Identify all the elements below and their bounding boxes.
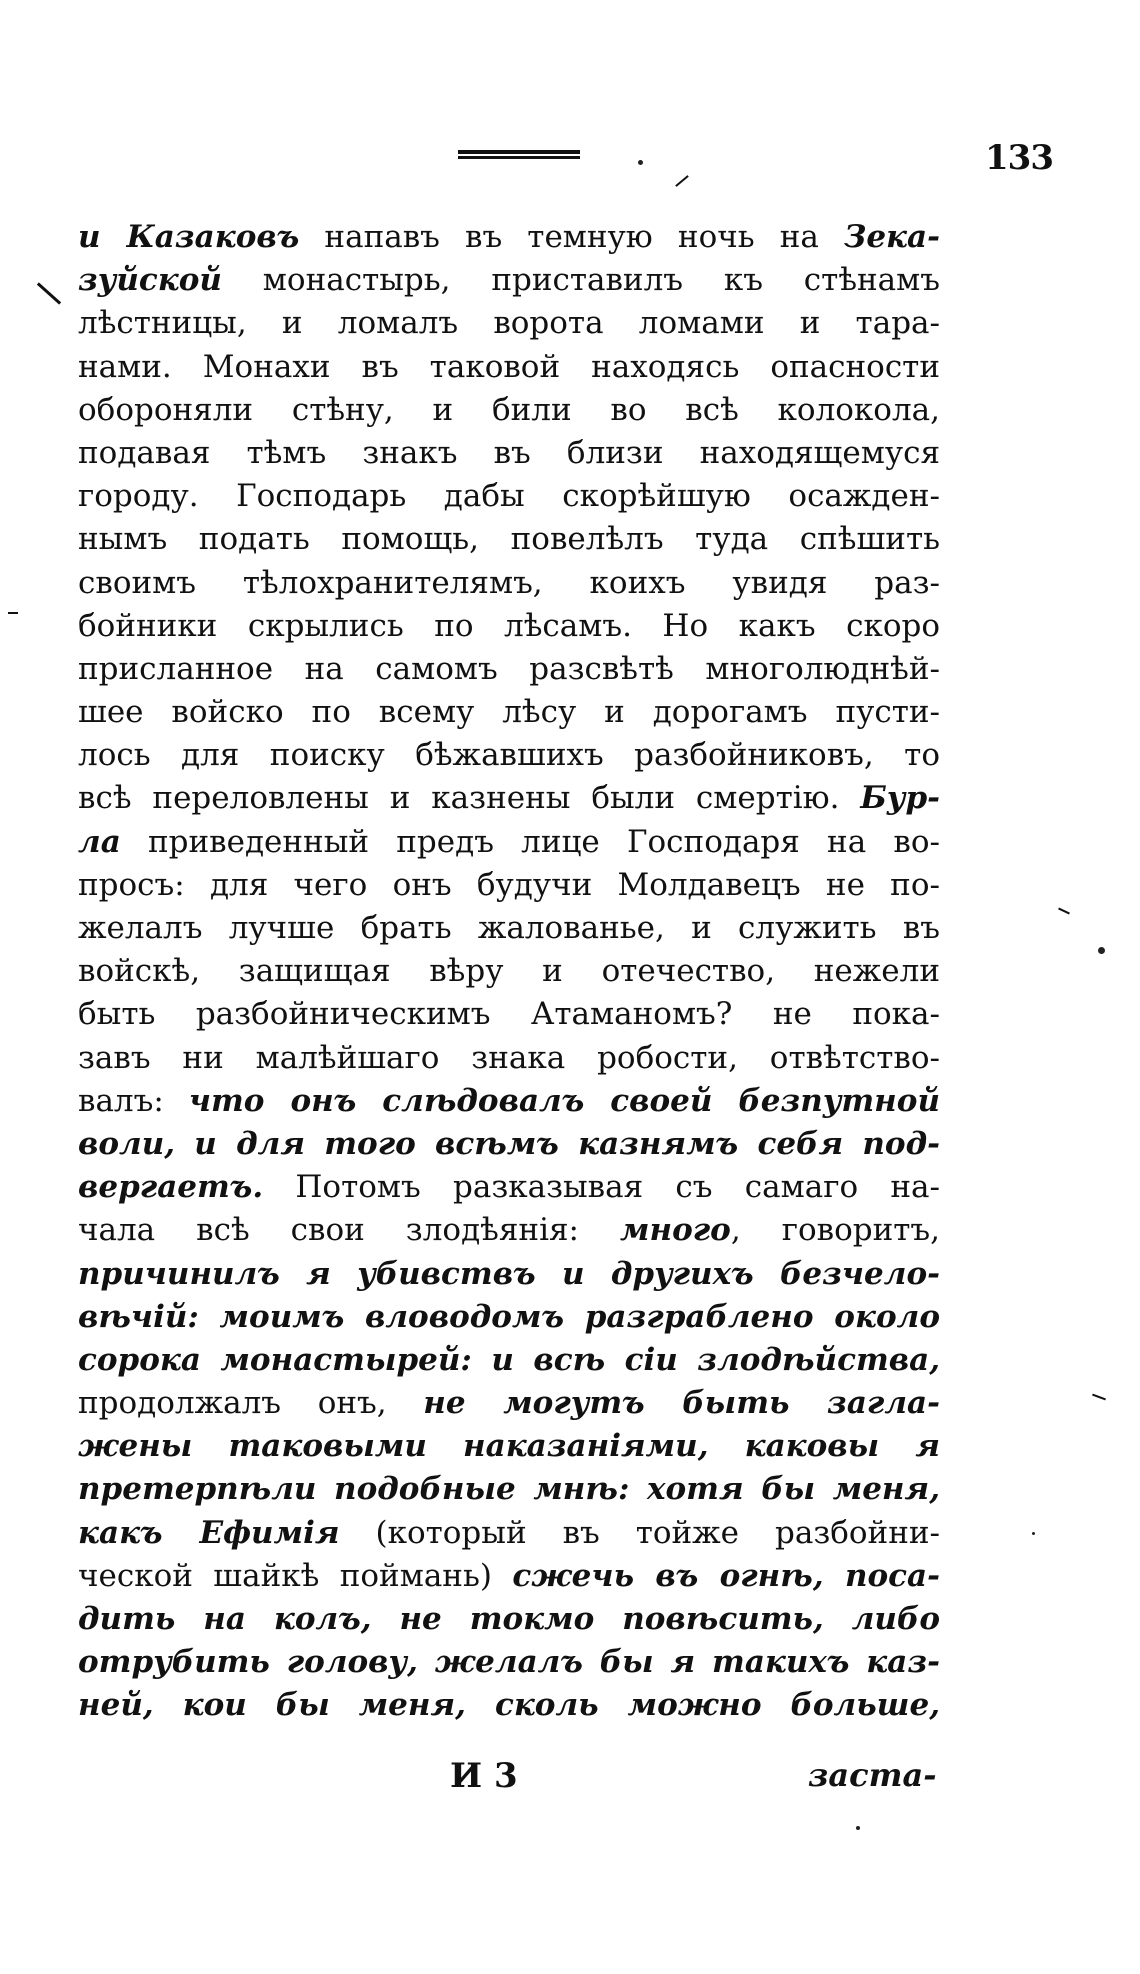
- italic-run: какъ Ефимія: [78, 1514, 340, 1551]
- text-line: [78, 302, 940, 345]
- text-line: [78, 1080, 940, 1123]
- text-run: бойники скрылись по лѣсамъ. Но какъ скоро: [78, 607, 940, 644]
- text-run: нымъ подать помощь, повелѣлъ туда спѣшить: [78, 521, 940, 558]
- text-run: чала всѣ свои злодѣянія:: [78, 1212, 620, 1249]
- text-run: быть разбойническимъ Атаманомъ? не пока-: [78, 996, 940, 1033]
- italic-run: сорока монастырей: и всѣ сіи злодѣйства,: [78, 1341, 940, 1378]
- text-line: [78, 432, 940, 475]
- text-run: , говоритъ,: [730, 1212, 940, 1249]
- text-line: [78, 1123, 940, 1166]
- italic-run: претерпѣли подобные мнѣ: хотя бы меня,: [78, 1471, 940, 1508]
- italic-run: воли, и для того всѣмъ казнямъ себя под-: [78, 1125, 940, 1162]
- italic-run: не могутъ быть загла-: [423, 1385, 940, 1422]
- text-line: [78, 1296, 940, 1339]
- text-run: нами. Монахи въ таковой находясь опасности: [78, 348, 940, 385]
- text-line: [78, 475, 940, 518]
- italic-run: ла: [78, 823, 121, 860]
- margin-mark: [37, 282, 61, 304]
- text-line: [78, 1598, 940, 1641]
- text-run: присланное на самомъ разсвѣтѣ многолюднѣй-: [78, 650, 940, 687]
- text-line: [78, 605, 940, 648]
- margin-dot: [1032, 1532, 1035, 1535]
- italic-run: отрубить голову, желалъ бы я такихъ каз-: [78, 1644, 940, 1681]
- text-line: [78, 1512, 940, 1555]
- text-line: [78, 1166, 940, 1209]
- header-dot: [638, 160, 643, 165]
- text-line: [78, 1382, 940, 1425]
- italic-run: Бур-: [860, 780, 940, 817]
- text-line: [78, 389, 940, 432]
- margin-mark: [1092, 1394, 1106, 1401]
- italic-run: ней, кои бы меня, сколь можно больше,: [78, 1687, 940, 1724]
- margin-mark: [675, 175, 689, 187]
- text-line: [78, 1253, 940, 1296]
- text-run: просъ: для чего онъ будучи Молдавецъ не по-: [78, 866, 940, 903]
- signature-mark: И 3: [450, 1756, 518, 1796]
- text-line: [78, 648, 940, 691]
- italic-run: много: [620, 1212, 731, 1249]
- italic-run: Зека-: [843, 219, 940, 255]
- text-run: приведенный предъ лице Господаря на во-: [120, 823, 940, 860]
- text-run: ческой шайкѣ поймань): [78, 1557, 513, 1594]
- text-run: монастырь, приставилъ къ стѣнамъ: [221, 262, 940, 299]
- italic-run: зуйской: [78, 262, 222, 299]
- italic-run: что онъ слѣдовалъ своей безпутной: [188, 1082, 940, 1119]
- text-line: [78, 562, 940, 605]
- catchword: заста-: [808, 1756, 937, 1794]
- text-line: [78, 993, 940, 1036]
- text-run: шее войско по всему лѣсу и дорогамъ пусти-: [78, 694, 940, 731]
- text-run: всѣ переловлены и казнены были смертію.: [78, 780, 861, 817]
- text-line: [78, 1555, 940, 1598]
- text-line: [78, 1209, 940, 1252]
- text-run: валъ:: [78, 1082, 189, 1119]
- margin-dot: [856, 1826, 860, 1830]
- text-line: [78, 1425, 940, 1468]
- text-run: лѣстницы, и ломалъ ворота ломами и тара-: [78, 305, 940, 342]
- text-run: Потомъ разказывая съ самаго на-: [263, 1169, 940, 1206]
- text-run: напавъ въ темную ночь на: [299, 219, 844, 255]
- text-run: своимъ тѣлохранителямъ, коихъ увидя раз-: [78, 564, 940, 601]
- text-line: [78, 518, 940, 561]
- text-run: завъ ни малѣйшаго знака робости, отвѣтство-: [78, 1039, 940, 1076]
- italic-run: причинилъ я убивствъ и другихъ безчело-: [78, 1255, 940, 1292]
- italic-run: сжечь въ огнѣ, поса-: [512, 1557, 940, 1594]
- text-line: [78, 734, 940, 777]
- text-line: [78, 1339, 940, 1382]
- italic-run: и: [78, 219, 127, 255]
- text-run: желалъ лучше брать жалованье, и служить въ: [78, 910, 940, 946]
- text-line: [78, 821, 940, 864]
- text-line: [78, 1468, 940, 1511]
- text-line: [78, 1684, 940, 1727]
- text-line: [78, 691, 940, 734]
- italic-run: дить на колъ, не токмо повѣсить, либо: [78, 1601, 940, 1637]
- text-line: [78, 864, 940, 907]
- text-line: [78, 1037, 940, 1080]
- text-run: лось для поиску бѣжавшихъ разбойниковъ, то: [78, 737, 940, 774]
- page-number: 133: [985, 138, 1053, 178]
- text-run: (который въ тойже разбойни-: [339, 1514, 941, 1551]
- body-text: [78, 216, 940, 1728]
- header-rule: [458, 150, 580, 159]
- text-line: [78, 216, 940, 259]
- italic-run: Казаковъ: [126, 219, 300, 255]
- margin-mark: [1058, 908, 1070, 915]
- italic-run: жены таковыми наказаніями, каковы я: [78, 1428, 940, 1465]
- text-line: [78, 950, 940, 993]
- text-run: обороняли стѣну, и били во всѣ колокола,: [78, 391, 940, 428]
- italic-run: вергаетъ.: [78, 1169, 264, 1206]
- text-line: [78, 907, 940, 950]
- margin-mark: [8, 612, 18, 614]
- text-run: войскѣ, защищая вѣру и отечество, нежели: [78, 953, 940, 990]
- italic-run: вѣчій: моимъ вловодомъ разграблено около: [78, 1298, 940, 1335]
- text-line: [78, 1641, 940, 1684]
- text-line: [78, 777, 940, 820]
- text-run: городу. Господарь дабы скорѣйшую осажден-: [78, 478, 940, 515]
- margin-dot: [1098, 947, 1105, 954]
- text-line: [78, 346, 940, 389]
- text-line: [78, 259, 940, 302]
- text-run: продолжалъ онъ,: [78, 1385, 424, 1422]
- text-run: подавая тѣмъ знакъ въ близи находящемуся: [78, 434, 940, 471]
